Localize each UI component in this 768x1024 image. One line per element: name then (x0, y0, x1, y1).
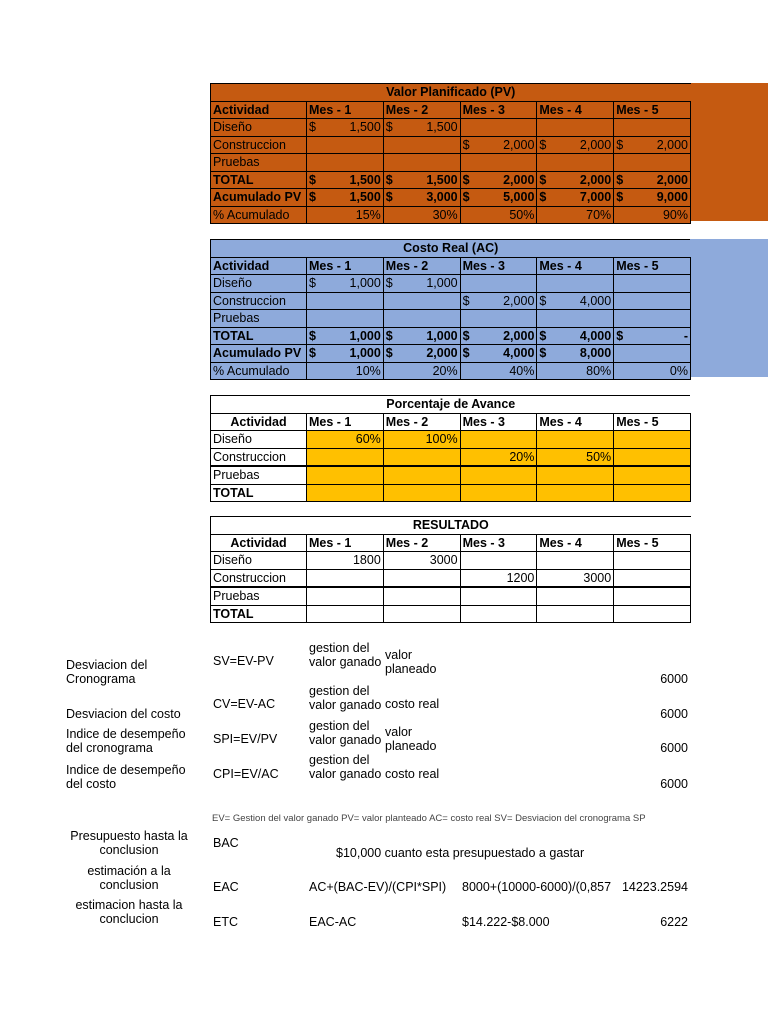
currency-symbol: $ (385, 276, 393, 291)
cell (614, 448, 691, 466)
cell: 80% (537, 362, 614, 380)
row-label: TOTAL (211, 605, 307, 623)
currency-symbol: $ (385, 346, 393, 361)
cell-value: 1,500 (349, 120, 381, 135)
cell-value: 1,500 (426, 172, 458, 187)
cell (460, 310, 537, 328)
table-row (211, 484, 691, 502)
cell (307, 345, 384, 363)
cell (460, 587, 537, 605)
cell (614, 171, 691, 189)
cell (460, 552, 537, 570)
estimate-2-calc: $14.222-$8.000 (462, 915, 550, 929)
cell (383, 171, 460, 189)
currency-symbol: $ (539, 172, 547, 187)
currency-symbol: $ (616, 190, 624, 205)
orange-side-bar (690, 83, 768, 221)
cell (307, 154, 384, 172)
cell: 60% (307, 431, 384, 449)
pv-table (210, 83, 691, 224)
row-label: % Acumulado (211, 362, 307, 380)
avance-table-block (210, 395, 690, 502)
cell (537, 484, 614, 502)
currency-symbol: $ (309, 172, 316, 187)
resultado-header-mes5: Mes - 5 (614, 534, 691, 552)
currency-symbol: $ (616, 137, 624, 152)
cell (383, 484, 460, 502)
ac-header-mes5: Mes - 5 (614, 257, 691, 275)
currency-symbol: $ (309, 346, 316, 361)
cell (460, 136, 537, 154)
cell: 50% (460, 206, 537, 224)
currency-symbol: $ (385, 328, 393, 343)
cell (537, 310, 614, 328)
pv-table-block (210, 83, 690, 224)
cell (383, 569, 460, 587)
currency-symbol: $ (309, 190, 316, 205)
cell (537, 292, 614, 310)
row-label: Diseño (211, 552, 307, 570)
row-label: Acumulado PV (211, 345, 307, 363)
currency-symbol: $ (539, 328, 547, 343)
cell (537, 587, 614, 605)
table-row (211, 327, 691, 345)
cell (537, 552, 614, 570)
indicator-3-formula: CPI=EV/AC (213, 767, 279, 781)
cell (614, 327, 691, 345)
cell (460, 605, 537, 623)
cell (614, 292, 691, 310)
resultado-title: RESULTADO (211, 517, 691, 535)
pv-header-mes3: Mes - 3 (460, 101, 537, 119)
cell (383, 448, 460, 466)
cell (307, 605, 384, 623)
cell-value: 2,000 (503, 172, 535, 187)
indicator-0-name: Desviacion del Cronograma (66, 658, 148, 686)
cell-value: 2,000 (503, 328, 535, 343)
ac-table-block (210, 239, 690, 380)
cell (460, 171, 537, 189)
pv-title: Valor Planificado (PV) (211, 84, 691, 102)
row-label: Pruebas (211, 310, 307, 328)
currency-symbol: $ (385, 172, 393, 187)
ac-header-mes4: Mes - 4 (537, 257, 614, 275)
table-row (211, 552, 691, 570)
cell-value: 7,000 (579, 190, 612, 205)
table-row (211, 292, 691, 310)
currency-symbol: $ (309, 276, 316, 291)
resultado-header-mes1: Mes - 1 (307, 534, 384, 552)
cell: 100% (383, 431, 460, 449)
row-label: Construccion (211, 136, 307, 154)
table-row (211, 206, 691, 224)
cell: 1800 (307, 552, 384, 570)
cell (614, 310, 691, 328)
pv-header-mes4: Mes - 4 (537, 101, 614, 119)
row-label: Diseño (211, 275, 307, 293)
table-row (211, 605, 691, 623)
cell (460, 466, 537, 484)
cell (383, 136, 460, 154)
table-row (211, 275, 691, 293)
table-row (211, 119, 691, 137)
cell: 15% (307, 206, 384, 224)
cell (460, 189, 537, 207)
cell-value: 1,000 (426, 276, 458, 291)
cell (537, 171, 614, 189)
currency-symbol: $ (309, 120, 316, 135)
cell (614, 345, 691, 363)
table-row (211, 431, 691, 449)
estimate-2-value: 6222 (660, 915, 688, 929)
cell (307, 448, 384, 466)
cell (537, 345, 614, 363)
indicator-0-value: 6000 (660, 672, 688, 686)
cell (383, 466, 460, 484)
estimate-1-name: estimación a la conclusion (87, 864, 171, 892)
currency-symbol: $ (462, 346, 470, 361)
currency-symbol: $ (462, 190, 470, 205)
indicator-0-b: valor planeado (385, 648, 437, 676)
resultado-header-mes3: Mes - 3 (460, 534, 537, 552)
row-label: TOTAL (211, 484, 307, 502)
avance-header-mes1: Mes - 1 (307, 413, 384, 431)
currency-symbol: $ (462, 137, 470, 152)
indicator-1-name: Desviacion del costo (66, 707, 181, 721)
row-label: Construccion (211, 292, 307, 310)
resultado-table-block (210, 516, 690, 623)
cell-value: 3,000 (426, 190, 458, 205)
cell: 0% (614, 362, 691, 380)
cell (460, 292, 537, 310)
cell (614, 605, 691, 623)
cell (383, 327, 460, 345)
indicator-2-b: valor planeado (385, 725, 437, 753)
table-row (211, 587, 691, 605)
cell-value: 1,000 (349, 276, 381, 291)
indicator-2-formula: SPI=EV/PV (213, 732, 278, 746)
cell-value: 4,000 (503, 346, 535, 361)
cell (383, 275, 460, 293)
cell (383, 587, 460, 605)
row-label: TOTAL (211, 327, 307, 345)
cell (460, 119, 537, 137)
cell (614, 275, 691, 293)
cell-value: 9,000 (656, 190, 688, 205)
cell-value: 1,000 (426, 328, 458, 343)
cell-value: 1,500 (349, 172, 381, 187)
cell (537, 189, 614, 207)
table-row (211, 569, 691, 587)
indicator-1-a: gestion del valor ganado (309, 684, 382, 712)
row-label: Construccion (211, 448, 307, 466)
currency-symbol: $ (539, 137, 547, 152)
estimate-0-calc: $10,000 cuanto esta presupuestado a gastar (336, 846, 585, 860)
cell (537, 154, 614, 172)
ac-header-mes1: Mes - 1 (307, 257, 384, 275)
indicator-0-a: gestion del valor ganado (309, 641, 382, 669)
cell-value: 1,500 (426, 120, 458, 135)
cell (460, 275, 537, 293)
legend-text: EV= Gestion del valor ganado PV= valor planteado AC= costo real SV= Desviacion del cronograma SP (212, 813, 646, 824)
row-label: Acumulado PV (211, 189, 307, 207)
cell (614, 119, 691, 137)
resultado-table (210, 516, 691, 623)
row-label: Pruebas (211, 466, 307, 484)
cell (307, 171, 384, 189)
ac-title: Costo Real (AC) (211, 240, 691, 258)
currency-symbol: $ (462, 172, 470, 187)
cell-value: 2,000 (579, 172, 612, 187)
cell (307, 569, 384, 587)
table-row (211, 466, 691, 484)
cell (383, 605, 460, 623)
row-label: % Acumulado (211, 206, 307, 224)
row-label: Diseño (211, 119, 307, 137)
cell (307, 119, 384, 137)
cell (307, 466, 384, 484)
indicator-3-a: gestion del valor ganado (309, 753, 382, 781)
cell (614, 484, 691, 502)
ac-header-actividad: Actividad (211, 257, 307, 275)
cell: 3000 (383, 552, 460, 570)
currency-symbol: $ (462, 293, 470, 308)
cell (614, 431, 691, 449)
cell (307, 189, 384, 207)
ac-table (210, 239, 691, 380)
cell-value: 2,000 (579, 137, 612, 152)
cell (460, 484, 537, 502)
cell (307, 310, 384, 328)
pv-header-mes5: Mes - 5 (614, 101, 691, 119)
cell (537, 605, 614, 623)
cell: 30% (383, 206, 460, 224)
avance-header-mes5: Mes - 5 (614, 413, 691, 431)
cell (383, 345, 460, 363)
cell: 50% (537, 448, 614, 466)
avance-title: Porcentaje de Avance (211, 396, 691, 414)
cell (383, 292, 460, 310)
estimate-0-name: Presupuesto hasta la conclusion (70, 829, 188, 857)
indicator-3-value: 6000 (660, 777, 688, 791)
resultado-header-mes2: Mes - 2 (383, 534, 460, 552)
cell (614, 136, 691, 154)
table-row (211, 189, 691, 207)
pv-header-mes2: Mes - 2 (383, 101, 460, 119)
cell-value: - (683, 328, 688, 343)
cell-value: 8,000 (579, 346, 612, 361)
ac-header-mes3: Mes - 3 (460, 257, 537, 275)
indicator-3-b: costo real (385, 767, 440, 781)
indicator-0-formula: SV=EV-PV (213, 654, 274, 668)
avance-header-mes4: Mes - 4 (537, 413, 614, 431)
row-label: Pruebas (211, 154, 307, 172)
cell (537, 327, 614, 345)
currency-symbol: $ (539, 346, 547, 361)
currency-symbol: $ (616, 172, 624, 187)
indicator-1-b: costo real (385, 697, 440, 711)
table-row (211, 362, 691, 380)
cell-value: 1,000 (349, 328, 381, 343)
row-label: Pruebas (211, 587, 307, 605)
currency-symbol: $ (539, 293, 547, 308)
cell (614, 189, 691, 207)
estimate-2-name: estimacion hasta la conclucion (75, 898, 183, 926)
cell-value: 2,000 (656, 172, 688, 187)
table-row (211, 136, 691, 154)
cell (307, 292, 384, 310)
currency-symbol: $ (385, 190, 393, 205)
table-row (211, 448, 691, 466)
cell (460, 327, 537, 345)
estimate-2-formula: EAC-AC (309, 915, 357, 929)
cell (537, 119, 614, 137)
cell: 70% (537, 206, 614, 224)
cell-value: 2,000 (656, 137, 688, 152)
cell: 3000 (537, 569, 614, 587)
cell: 90% (614, 206, 691, 224)
cell (383, 154, 460, 172)
cell-value: 4,000 (579, 293, 612, 308)
estimate-1-code: EAC (213, 880, 239, 894)
currency-symbol: $ (616, 328, 624, 343)
cell (307, 275, 384, 293)
cell-value: 1,500 (349, 190, 381, 205)
table-row (211, 310, 691, 328)
cell (383, 119, 460, 137)
currency-symbol: $ (462, 328, 470, 343)
avance-table (210, 395, 691, 502)
cell (537, 136, 614, 154)
estimate-1-value: 14223.2594 (621, 880, 688, 894)
indicator-1-value: 6000 (660, 707, 688, 721)
cell (537, 466, 614, 484)
cell-value: 4,000 (579, 328, 612, 343)
cell-value: 2,000 (503, 293, 535, 308)
cell (460, 345, 537, 363)
estimate-2-code: ETC (213, 915, 238, 929)
blue-side-bar (690, 239, 768, 377)
currency-symbol: $ (309, 328, 316, 343)
table-row (211, 345, 691, 363)
estimate-0-code: BAC (213, 836, 239, 850)
row-label: Construccion (211, 569, 307, 587)
pv-header-mes1: Mes - 1 (307, 101, 384, 119)
pv-header-actividad: Actividad (211, 101, 307, 119)
resultado-header-mes4: Mes - 4 (537, 534, 614, 552)
cell: 20% (383, 362, 460, 380)
resultado-header-actividad: Actividad (211, 534, 307, 552)
cell (460, 431, 537, 449)
cell (614, 552, 691, 570)
indicator-2-value: 6000 (660, 741, 688, 755)
cell (614, 569, 691, 587)
estimate-1-calc: 8000+(10000-6000)/(0,857 (462, 880, 612, 894)
cell (383, 189, 460, 207)
indicator-2-a: gestion del valor ganado (309, 719, 382, 747)
cell-value: 2,000 (426, 346, 458, 361)
cell-value: 2,000 (503, 137, 535, 152)
cell (307, 484, 384, 502)
cell (614, 466, 691, 484)
cell (307, 327, 384, 345)
cell (307, 136, 384, 154)
avance-header-mes3: Mes - 3 (460, 413, 537, 431)
table-row (211, 154, 691, 172)
cell (460, 154, 537, 172)
cell (383, 310, 460, 328)
cell (614, 154, 691, 172)
currency-symbol: $ (385, 120, 393, 135)
cell (614, 587, 691, 605)
cell: 10% (307, 362, 384, 380)
cell (307, 587, 384, 605)
row-label: TOTAL (211, 171, 307, 189)
currency-symbol: $ (539, 190, 547, 205)
cell (537, 431, 614, 449)
avance-header-actividad: Actividad (211, 413, 307, 431)
cell-value: 5,000 (503, 190, 535, 205)
ac-header-mes2: Mes - 2 (383, 257, 460, 275)
cell-value: 1,000 (349, 346, 381, 361)
cell: 20% (460, 448, 537, 466)
row-label: Diseño (211, 431, 307, 449)
avance-header-mes2: Mes - 2 (383, 413, 460, 431)
estimate-1-formula: AC+(BAC-EV)/(CPI*SPI) (309, 880, 447, 894)
cell (537, 275, 614, 293)
cell: 1200 (460, 569, 537, 587)
indicator-2-name: Indice de desempeño del cronograma (66, 727, 186, 755)
indicator-1-formula: CV=EV-AC (213, 697, 276, 711)
table-row (211, 171, 691, 189)
indicator-3-name: Indice de desempeño del costo (66, 763, 186, 791)
cell: 40% (460, 362, 537, 380)
